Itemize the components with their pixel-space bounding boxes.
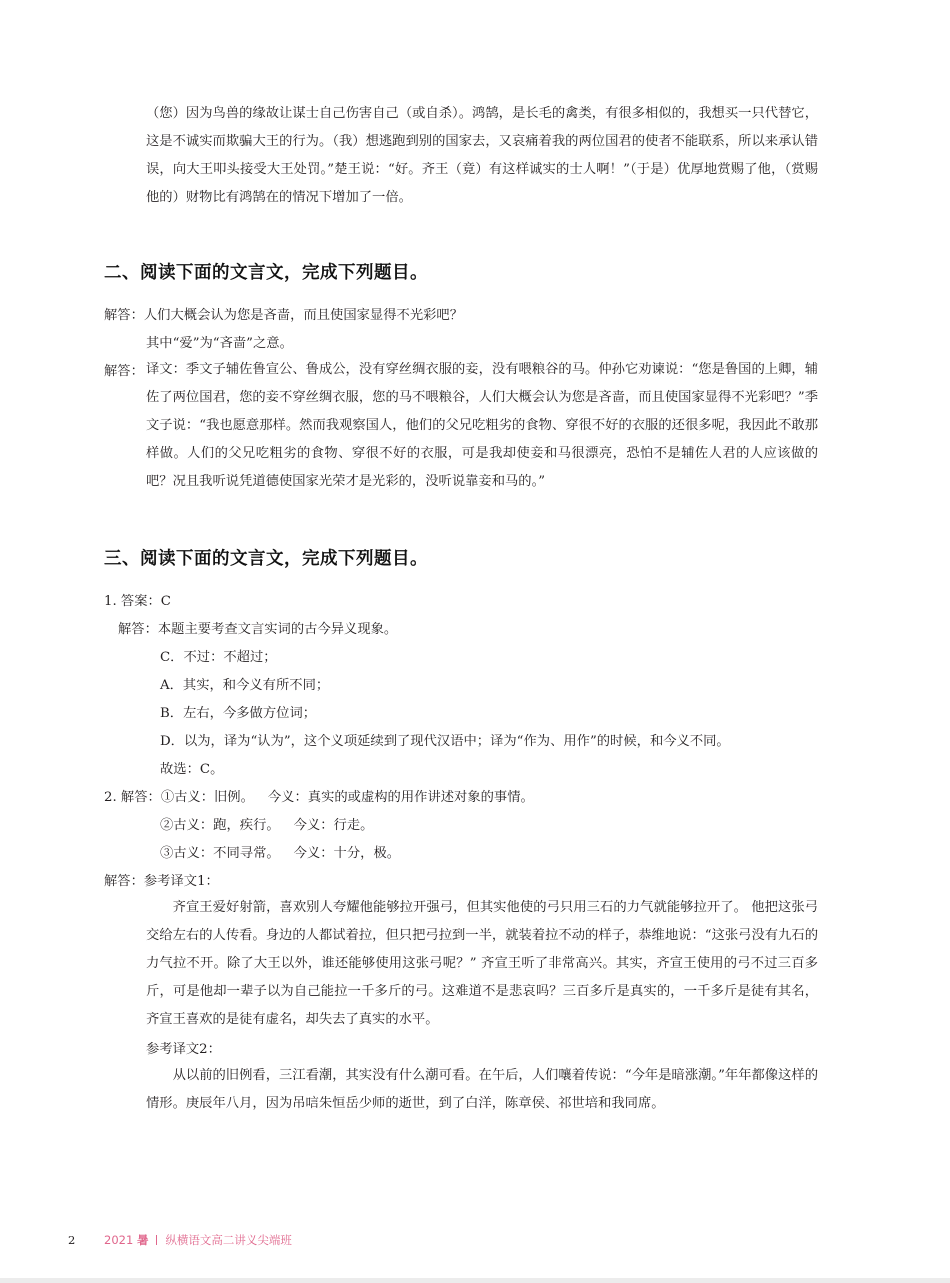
answer-label: 解答： <box>104 308 144 323</box>
translation2-text: 从以前的旧例看，三江看潮，其实没有什么潮可看。在午后，人们嚷着传说：“今年是暗涨潮。”年年都像这样的情形。庚辰年八月，因为吊唁朱恒岳少师的逝世，到了白洋，陈章侯、祁世培和我同席。 <box>146 1068 818 1111</box>
q3-title1: 参考译文1： <box>143 874 219 889</box>
q2-modern: 今义：真实的或虚构的用作讲述对象的事情。 <box>267 790 534 805</box>
q2-row <box>160 844 400 864</box>
q1-option: B．左右，今多做方位词； <box>160 706 317 721</box>
section2-answer2-text: 译文：季文子辅佐鲁宣公、鲁成公，没有穿丝绸衣服的妾，没有喂粮谷的马。仲孙它劝谏说：“您是鲁国的上卿，辅佐了两位国君，您的妾不穿丝绸衣服，您的马不喂粮谷，人们大概会认为您是吝啬，而且使国家显得不光彩吧？”季文子说：“我也愿意那样。然而我观察国人，他们的父兄吃粗劣的食物、穿很不好的衣服的还很多呢，我因此不敢那样做。人们的父兄吃粗劣的食物、穿很不好的衣服，可是我却使妾和马很漂亮，恐怕不是辅佐人君的人应该做的吧？况且我听说凭道德使国家光荣才是光彩的，没听说靠妾和马的。” <box>146 362 818 489</box>
footer-year: 2021 <box>104 1233 134 1247</box>
section2-answer2-label: 解答： <box>104 364 144 379</box>
top-paragraph-text: （您）因为鸟兽的缘故让谋士自己伤害自己（或自杀）。鸿鹄，是长毛的禽类，有很多相似的，我想买一只代替它，这是不诚实而欺骗大王的行为。（我）想逃跑到别的国家去，又哀痛着我的两位国君的使者不能联系，所以来承认错误，向大王叩头接受大王处罚。”楚王说：“好。齐王（竟）有这样诚实的士人啊！”（于是）优厚地赏赐了他，（赏赐他的）财物比有鸿鹄在的情况下增加了一倍。 <box>146 106 818 205</box>
top-paragraph <box>146 100 818 212</box>
page-number: 2 <box>68 1233 76 1247</box>
footer-series-name: 纵横语文高二讲义尖端班 <box>165 1233 292 1247</box>
q3-label: 解答： <box>104 874 144 889</box>
translation1 <box>146 894 818 1034</box>
q1-option: D．以为，译为“认为”，这个义项延续到了现代汉语中；译为“作为、用作”的时候，和今义不同。 <box>160 734 730 749</box>
section2-heading: 二、阅读下面的文言文，完成下列题目。 <box>104 263 428 283</box>
q1-answer: 1. 答案：C <box>104 594 171 609</box>
footer-season: 暑 <box>136 1233 149 1247</box>
q3-row <box>104 872 219 892</box>
q1-explain: 解答：本题主要考查文言实词的古今异义现象。 <box>118 622 398 637</box>
q1-conclusion: 故选：C。 <box>160 762 224 777</box>
footer-divider <box>156 1235 157 1245</box>
page-bottom-edge <box>0 1278 950 1283</box>
q2-modern: 今义：行走。 <box>293 818 374 833</box>
answer-text: 人们大概会认为您是吝啬，而且使国家显得不光彩吧？ <box>143 308 464 323</box>
section3-heading: 三、阅读下面的文言文，完成下列题目。 <box>104 549 428 569</box>
q3-title2: 参考译文2： <box>146 1042 221 1057</box>
section2-answer1 <box>104 306 463 326</box>
q2-row <box>104 788 534 808</box>
section2-answer2 <box>146 356 818 496</box>
q2-modern: 今义：十分，极。 <box>293 846 401 861</box>
section2-answer1-note: 其中“爱”为“吝啬”之意。 <box>146 336 293 351</box>
footer-series <box>104 1232 292 1248</box>
translation2 <box>146 1062 818 1118</box>
q2-ancient: ②古义：跑，疾行。 <box>160 818 280 833</box>
translation1-text: 齐宣王爱好射箭，喜欢别人夸耀他能够拉开强弓，但其实他使的弓只用三石的力气就能够拉开了。 他把这张弓交给左右的人传看。身边的人都试着拉，但只把弓拉到一半，就装着拉不动的样子，恭维地说：“这张弓没有九石的力气拉不开。除了大王以外，谁还能够使用这张弓呢？” 齐宣王听了非常高兴。其实，齐宣王使用的弓不过三百多斤，可是他却一辈子以为自己能拉一千多斤的弓。这难道不是悲哀吗？三百多斤是真实的，一千多斤是徒有其名，齐宣王喜欢的是徒有虚名，却失去了真实的水平。 <box>146 900 818 1027</box>
q2-row <box>160 816 373 836</box>
q1-option: C．不过：不超过； <box>160 650 277 665</box>
q2-ancient: ①古义：旧例。 <box>160 790 254 805</box>
q2-prefix: 2. 解答： <box>104 790 161 805</box>
q1-option: A．其实，和今义有所不同； <box>160 678 330 693</box>
q2-ancient: ③古义：不同寻常。 <box>160 846 280 861</box>
